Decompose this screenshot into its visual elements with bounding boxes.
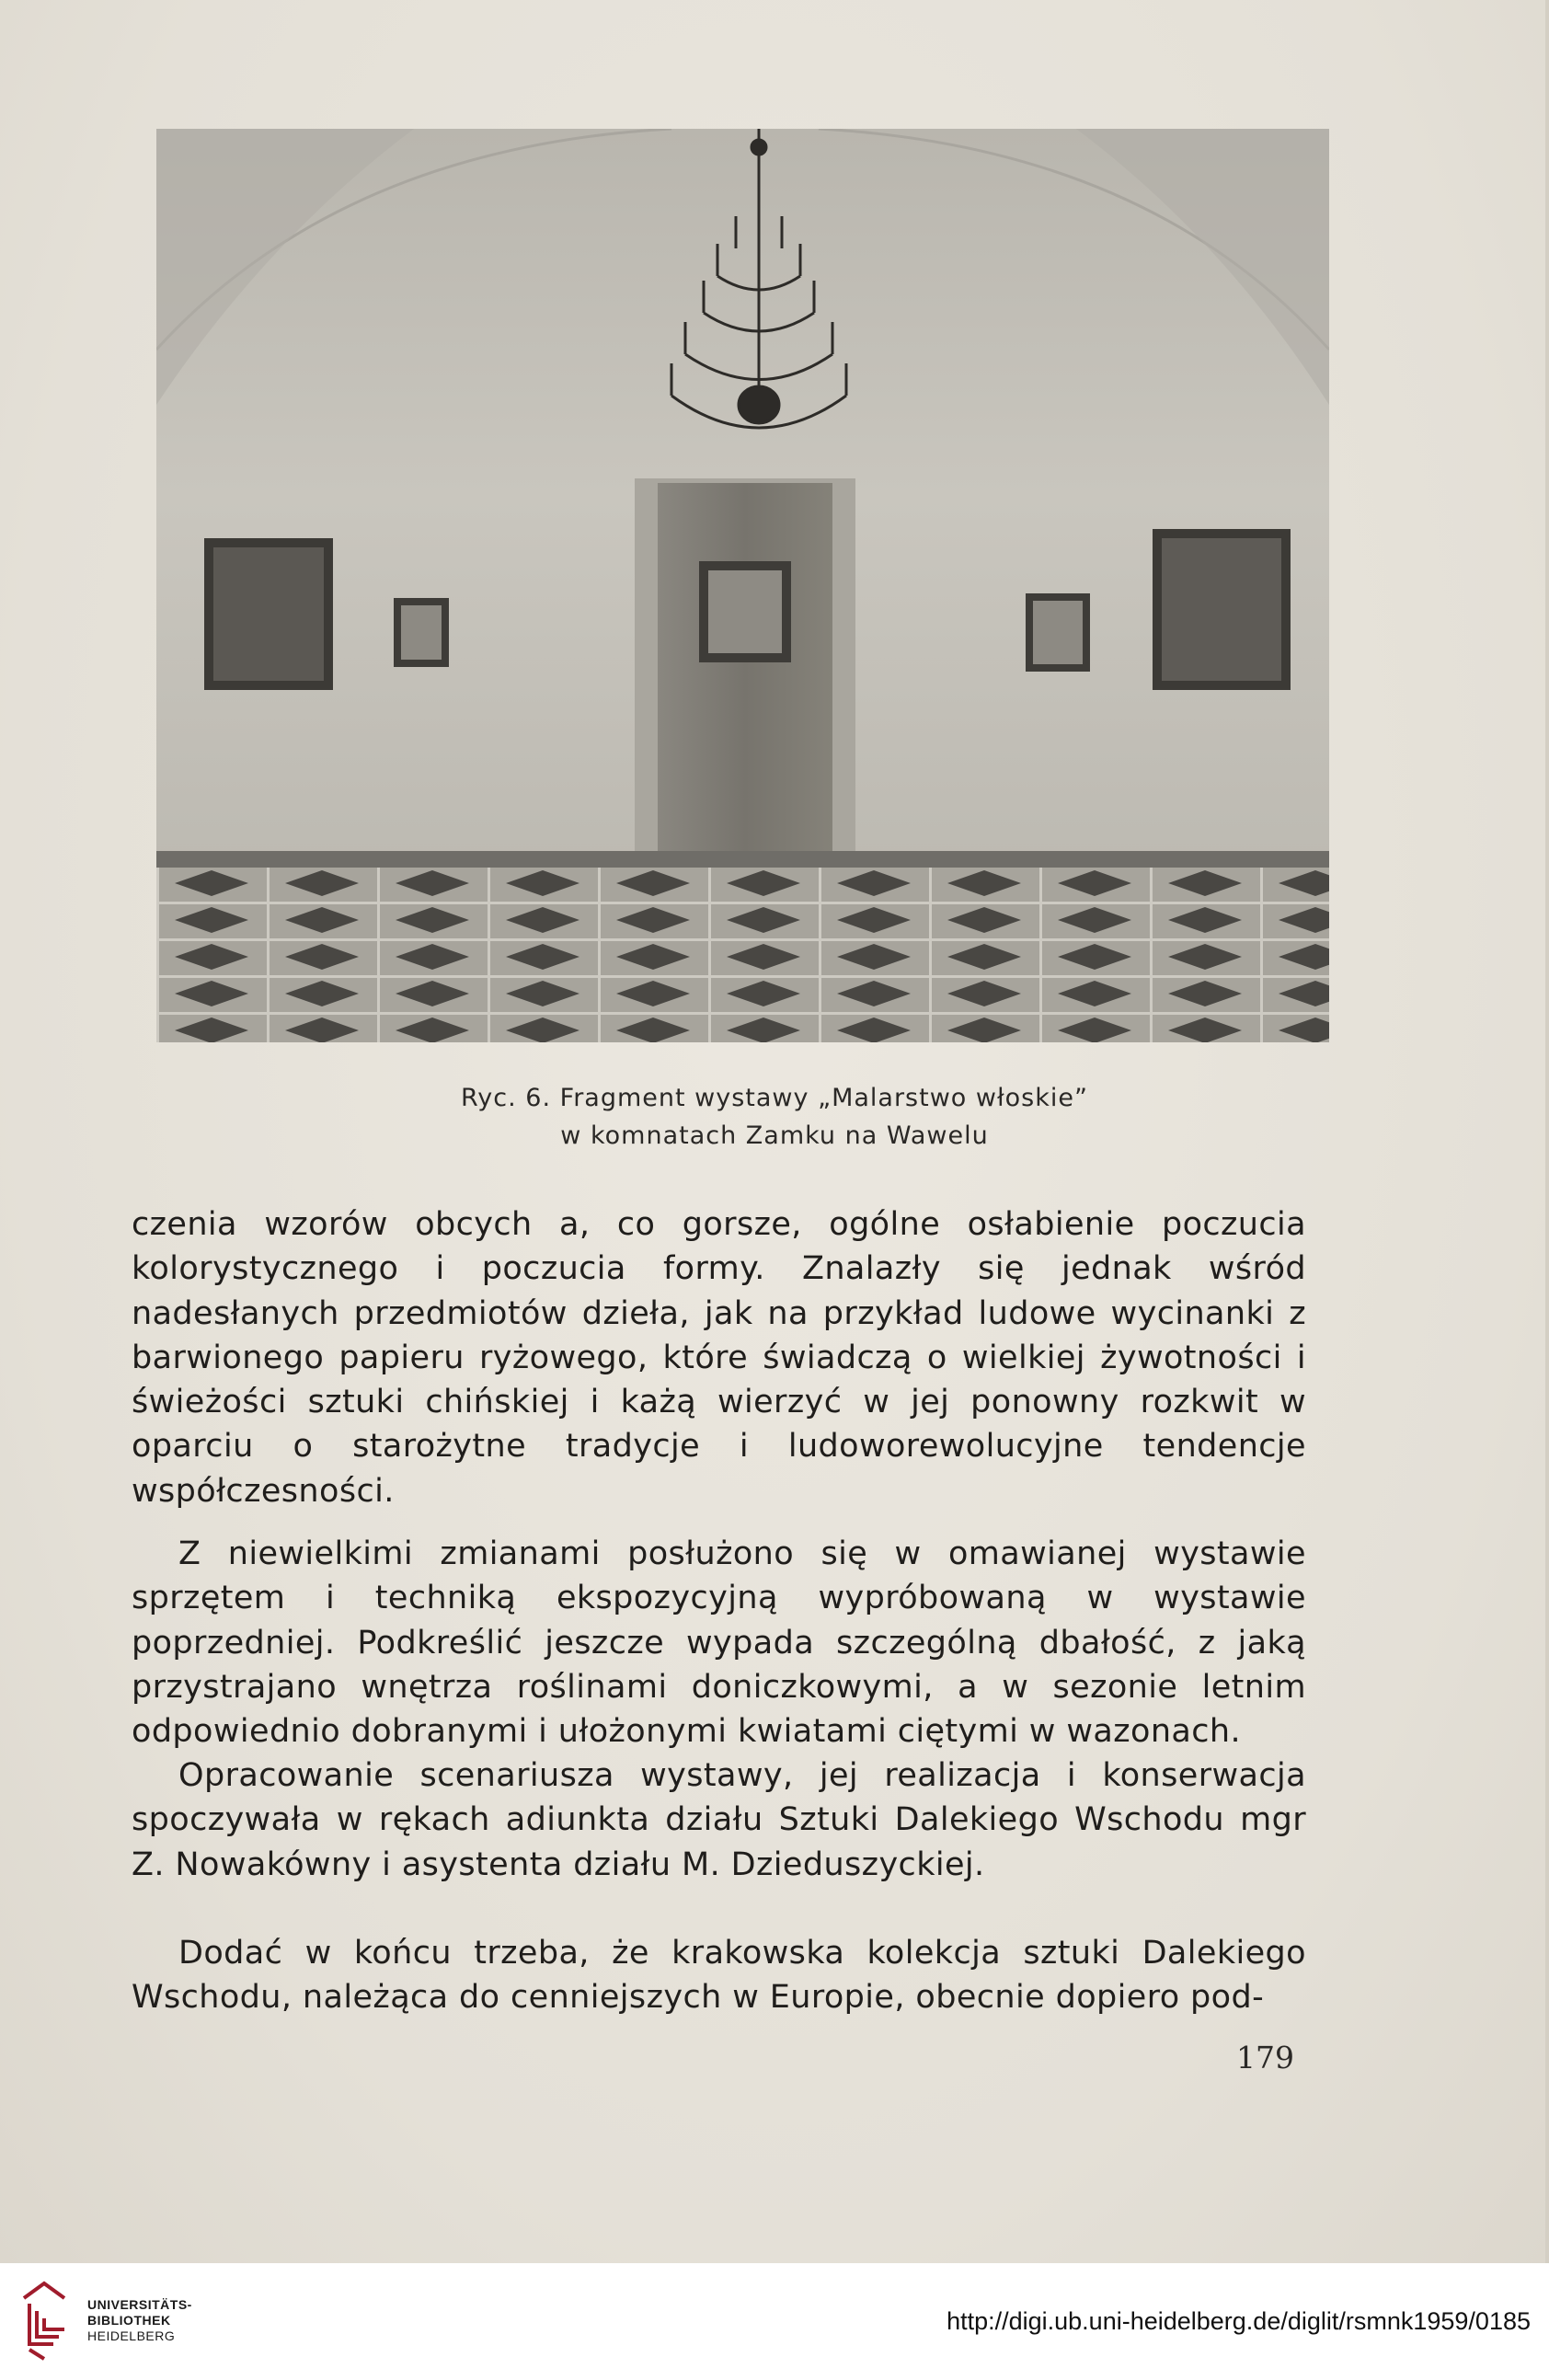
paragraph-1	[132, 1202, 1306, 1513]
library-name-line-1: UNIVERSITÄTS-	[87, 2297, 192, 2312]
library-name-line-3: HEIDELBERG	[87, 2328, 176, 2343]
paragraph-3	[132, 1753, 1306, 1887]
exhibition-photograph	[156, 129, 1329, 1042]
figure-caption-line-2: w komnatach Zamku na Wawelu	[560, 1121, 989, 1150]
figure-caption-line-1: Ryc. 6. Fragment wystawy „Malarstwo włoskie”	[461, 1084, 1088, 1112]
paragraph-2-text: Z niewielkimi zmianami posłużono się w omawianej wystawie sprzętem i techniką ekspozycyjną wypróbowaną w wystawie poprzedniej. Podkreślić jeszcze wypada szczególną dbałość, z jaką przystrajano wnętrza roślinami doniczkowymi, a w sezonie letnim odpowiednio dobranymi i ułożonymi kwiatami ciętymi w wazonach.	[132, 1535, 1306, 1751]
paragraph-2	[132, 1532, 1306, 1753]
library-name-line-2: BIBLIOTHEK	[87, 2313, 171, 2328]
library-name	[87, 2297, 192, 2344]
paragraph-4	[132, 1931, 1306, 2020]
source-url-link[interactable]: http://digi.ub.uni-heidelberg.de/diglit/rsmnk1959/0185	[947, 2307, 1531, 2335]
paragraph-4-text: Dodać w końcu trzeba, że krakowska kolekcja sztuki Dalekiego Wschodu, należąca do cenniejszych w Europie, obecnie dopiero pod-	[132, 1935, 1306, 2017]
page-number: 179	[1236, 2040, 1294, 2075]
paragraph-1-text: czenia wzorów obcych a, co gorsze, ogólne osłabienie poczucia kolorystycznego i poczucia formy. Znalazły się jednak wśród nadesłanych przedmiotów dzieła, jak na przykład ludowe wycinanki z barwionego papieru ryżowego, które świadczą o wielkiej żywotności i świeżości sztuki chińskiej i każą wierzyć w jej ponowny rozkwit w oparciu o starożytne tradycje i ludoworewolucyjne tendencje współczesności.	[132, 1206, 1306, 1510]
library-logo-icon	[17, 2280, 72, 2363]
paragraph-3-text: Opracowanie scenariusza wystawy, jej realizacja i konserwacja spoczywała w rękach adiunkta działu Sztuki Dalekiego Wschodu mgr Z. Nowakówny i asystenta działu M. Dzieduszyckiej.	[132, 1757, 1306, 1883]
